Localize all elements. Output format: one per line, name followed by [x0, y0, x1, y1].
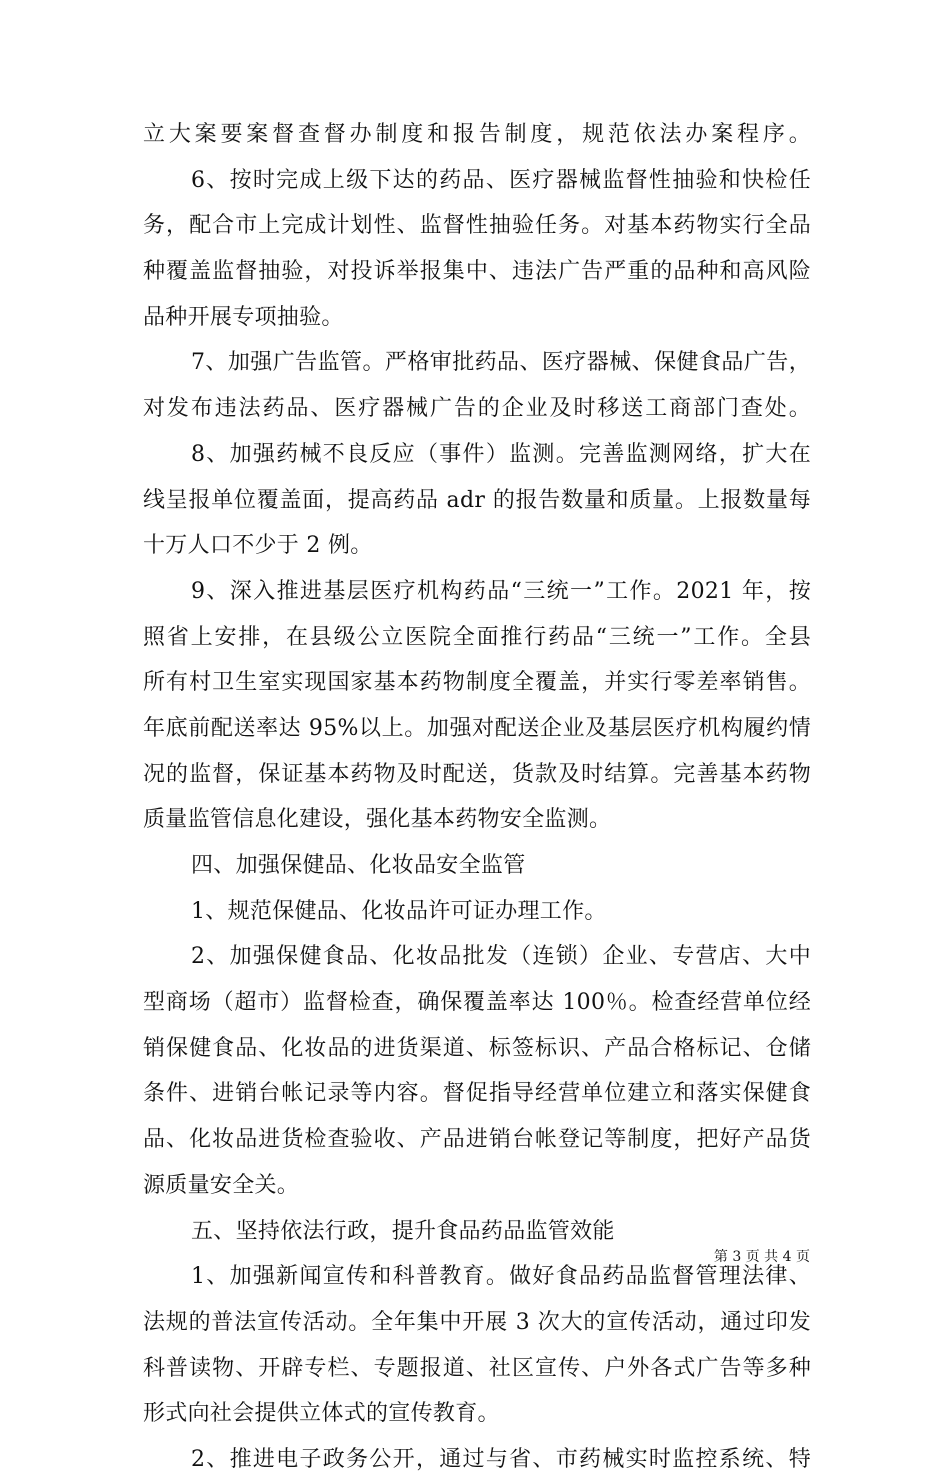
text-line: 销保健食品、化妆品的进货渠道、标签标识、产品合格标记、仓储	[143, 1035, 811, 1061]
text-line: 立大案要案督查督办制度和报告制度，规范依法办案程序。	[143, 122, 811, 147]
text-line: 十万人口不少于 2 例。	[143, 533, 373, 559]
text-line: 科普读物、开辟专栏、专题报道、社区宣传、户外各式广告等多种	[143, 1355, 811, 1381]
text-line: 种覆盖监督抽验，对投诉举报集中、违法广告严重的品种和高风险	[143, 259, 811, 285]
text-line: 9、深入推进基层医疗机构药品“三统一”工作。2021 年，按	[191, 578, 811, 604]
section-heading: 五、坚持依法行政，提升食品药品监管效能	[191, 1218, 615, 1244]
text-line: 品种开展专项抽验。	[143, 304, 344, 330]
text-line: 2、加强保健食品、化妆品批发（连锁）企业、专营店、大中	[191, 944, 811, 970]
text-line: 6、按时完成上级下达的药品、医疗器械监督性抽验和快检任	[191, 167, 811, 193]
text-line: 品、化妆品进货检查验收、产品进销台帐登记等制度，把好产品货	[143, 1127, 811, 1153]
text-line: 对发布违法药品、医疗器械广告的企业及时移送工商部门查处。	[143, 396, 811, 422]
text-line: 8、加强药械不良反应（事件）监测。完善监测网络，扩大在	[191, 441, 811, 467]
text-line: 线呈报单位覆盖面，提高药品 adr 的报告数量和质量。上报数量每	[143, 487, 811, 513]
text-line: 年底前配送率达 95%以上。加强对配送企业及基层医疗机构履约情	[143, 715, 811, 741]
text-line: 7、加强广告监管。严格审批药品、医疗器械、保健食品广告，	[191, 350, 811, 376]
document-body	[143, 112, 811, 1483]
text-line: 型商场（超市）监督检查，确保覆盖率达 100％。检查经营单位经	[143, 990, 811, 1016]
text-line: 务，配合市上完成计划性、监督性抽验任务。对基本药物实行全品	[143, 213, 811, 239]
text-line: 1、规范保健品、化妆品许可证办理工作。	[191, 898, 607, 924]
text-line: 况的监督，保证基本药物及时配送，货款及时结算。完善基本药物	[143, 761, 811, 787]
text-line: 条件、进销台帐记录等内容。督促指导经营单位建立和落实保健食	[143, 1081, 811, 1107]
text-line: 源质量安全关。	[143, 1172, 300, 1198]
text-line: 形式向社会提供立体式的宣传教育。	[143, 1401, 500, 1427]
text-line: 法规的普法宣传活动。全年集中开展 3 次大的宣传活动，通过印发	[143, 1309, 811, 1335]
text-line: 2、推进电子政务公开，通过与省、市药械实时监控系统、特	[191, 1446, 811, 1472]
section-heading: 四、加强保健品、化妆品安全监管	[191, 853, 526, 878]
text-line: 照省上安排，在县级公立医院全面推行药品“三统一”工作。全县	[143, 624, 811, 650]
text-line: 所有村卫生室实现国家基本药物制度全覆盖，并实行零差率销售。	[143, 670, 811, 696]
text-line: 质量监管信息化建设，强化基本药物安全监测。	[143, 807, 612, 833]
page-number-footer: 第 3 页 共 4 页	[713, 1249, 810, 1265]
text-line: 1、加强新闻宣传和科普教育。做好食品药品监督管理法律、	[191, 1264, 811, 1290]
